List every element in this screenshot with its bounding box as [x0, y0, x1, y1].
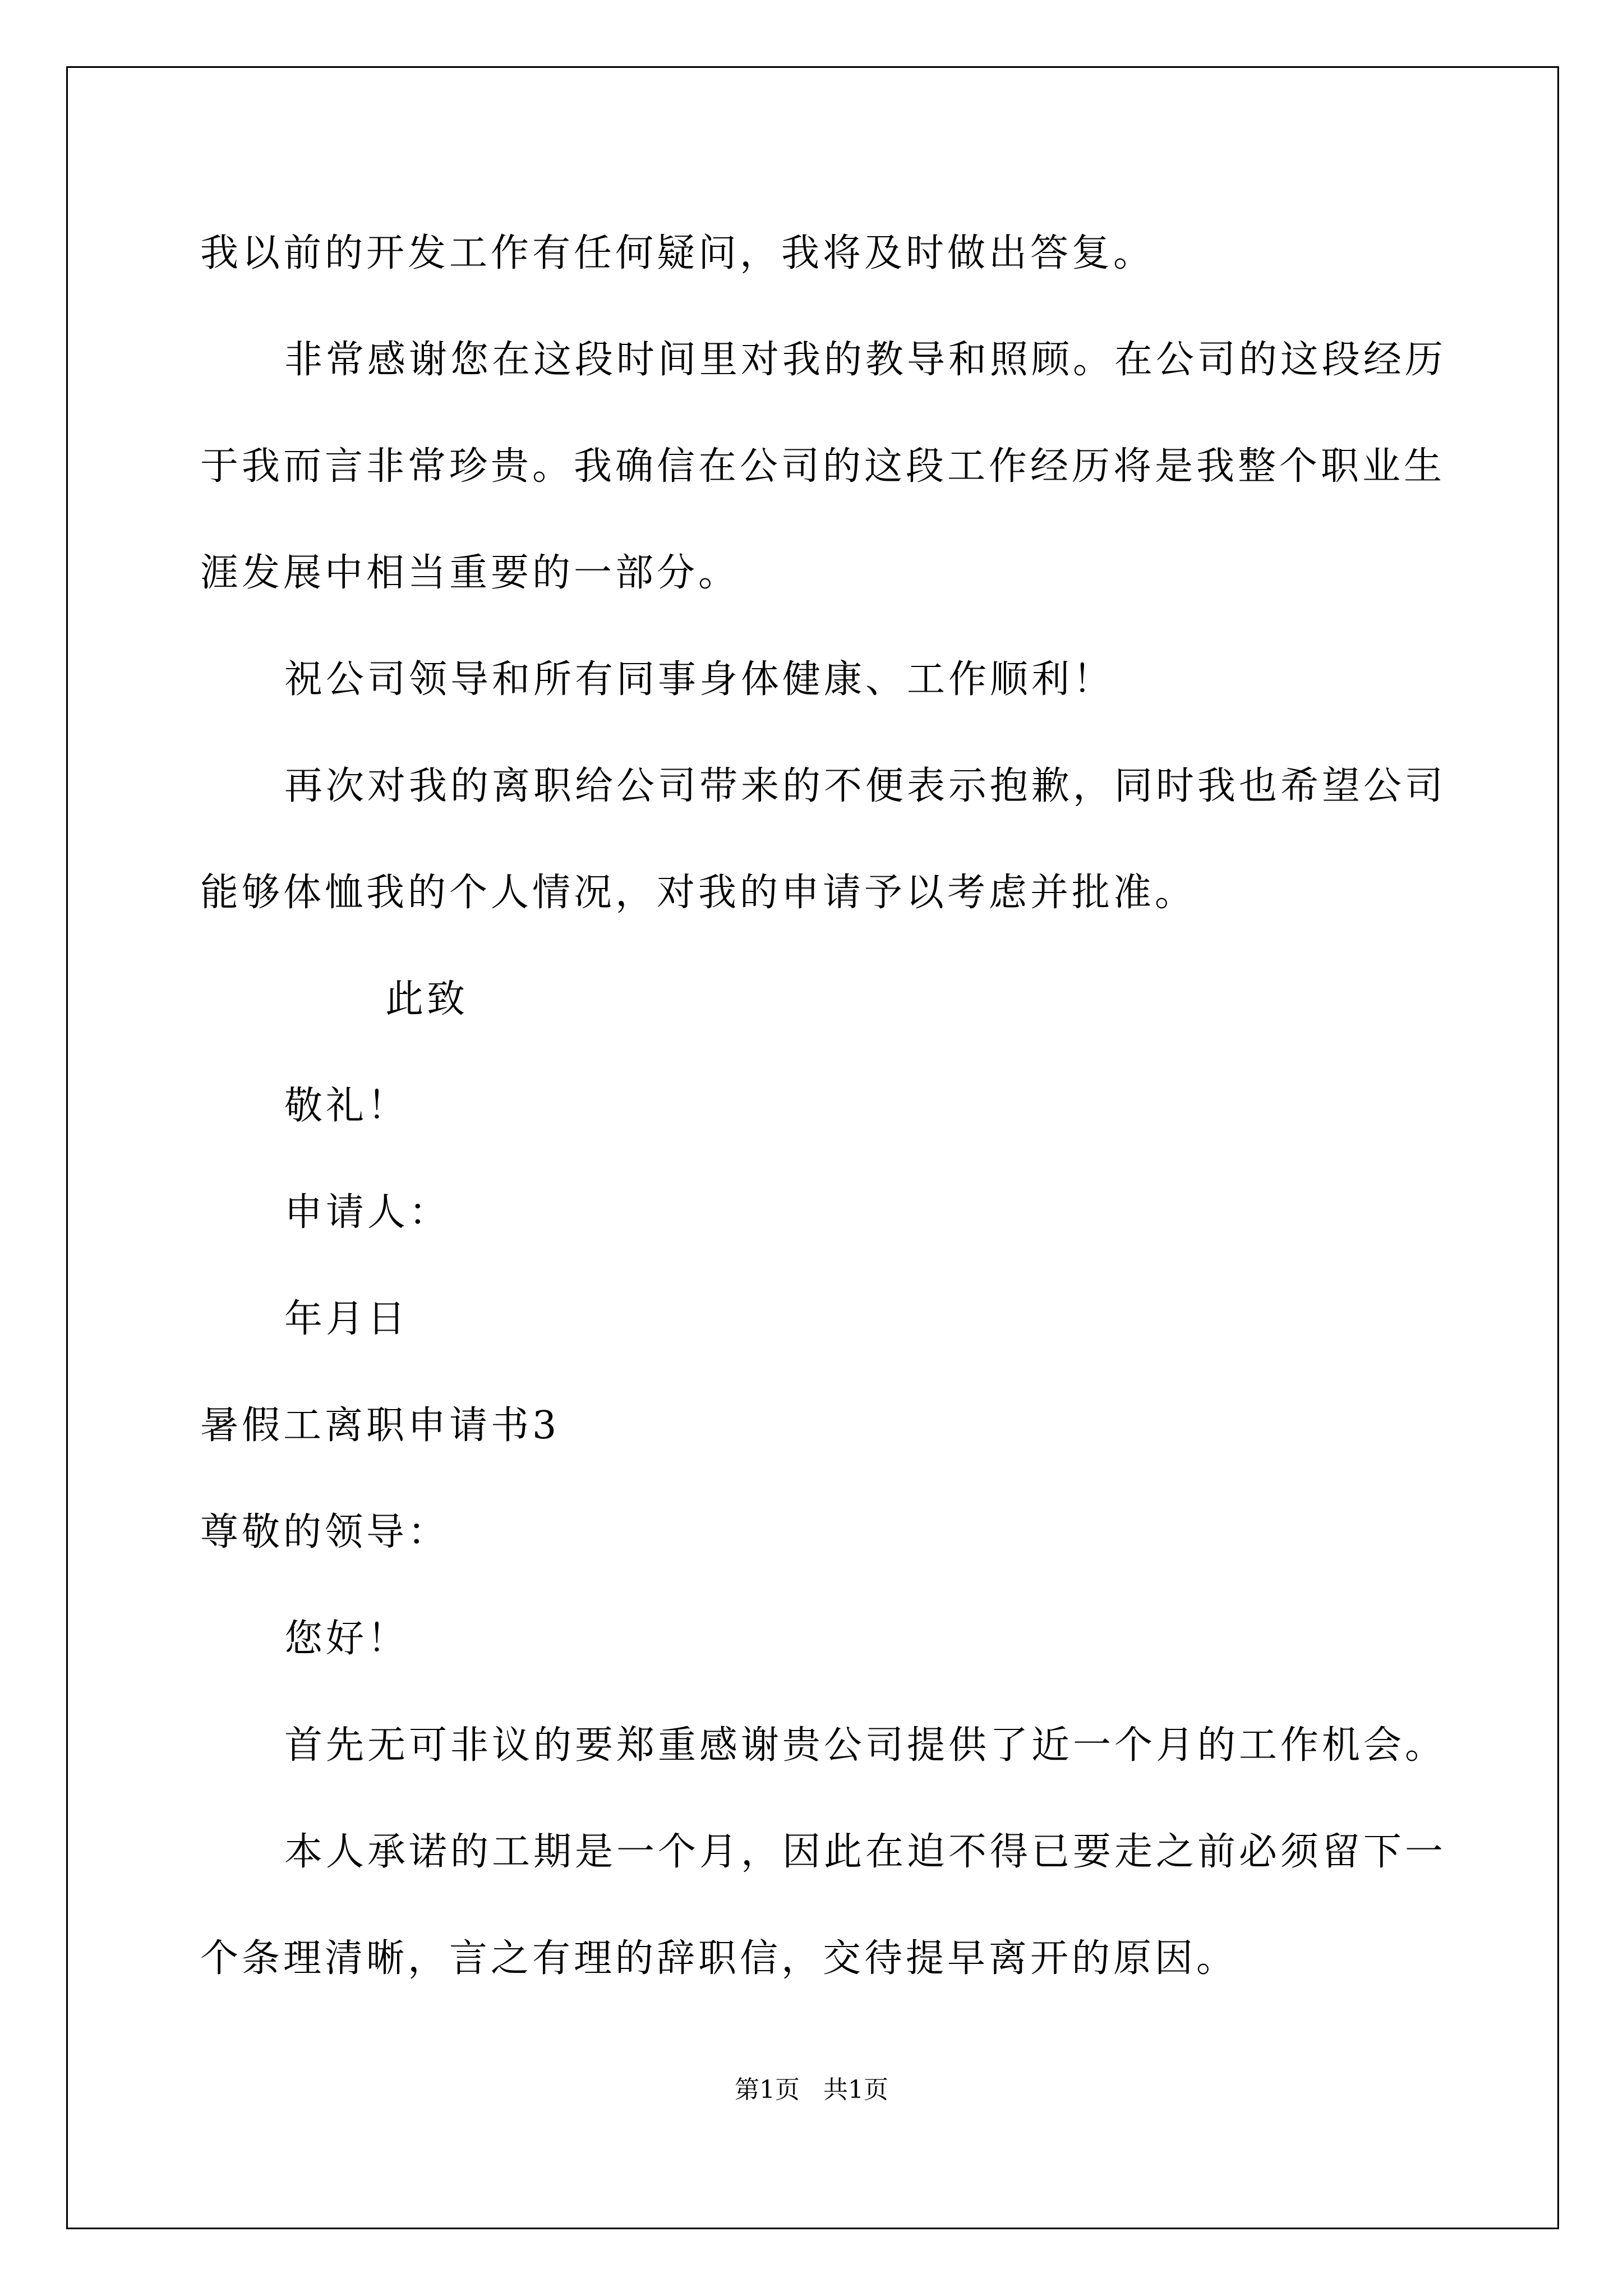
section-title: 暑假工离职申请书3	[200, 1404, 560, 1448]
closing-phrase: 此致	[385, 977, 469, 1022]
date-label: 年月日	[284, 1297, 409, 1341]
greeting-hello: 您好！	[284, 1617, 409, 1661]
paragraph-line: 本人承诺的工期是一个月，因此在迫不得已要走之前必须留下一	[284, 1830, 1447, 1874]
page-border	[66, 66, 1559, 2229]
paragraph-line: 于我而言非常珍贵。我确信在公司的这段工作经历将是我整个职业生	[200, 444, 1446, 489]
greeting: 尊敬的领导：	[200, 1510, 450, 1554]
paragraph-line: 能够体恤我的个人情况，对我的申请予以考虑并批准。	[200, 871, 1197, 915]
applicant-label: 申请人：	[284, 1190, 451, 1235]
paragraph-line: 首先无可非议的要郑重感谢贵公司提供了近一个月的工作机会。	[284, 1723, 1447, 1768]
paragraph-line: 祝公司领导和所有同事身体健康、工作顺利！	[284, 657, 1115, 702]
salutation: 敬礼！	[284, 1084, 409, 1128]
paragraph-line: 个条理清晰，言之有理的辞职信，交待提早离开的原因。	[200, 1936, 1238, 1981]
paragraph-line: 再次对我的离职给公司带来的不便表示抱歉，同时我也希望公司	[284, 764, 1447, 808]
paragraph-line: 我以前的开发工作有任何疑问，我将及时做出答复。	[200, 231, 1155, 275]
paragraph-line: 涯发展中相当重要的一部分。	[200, 551, 740, 595]
paragraph-line: 非常感谢您在这段时间里对我的教导和照顾。在公司的这段经历	[284, 338, 1447, 382]
page-footer: 第1页 共1页	[735, 2076, 888, 2104]
